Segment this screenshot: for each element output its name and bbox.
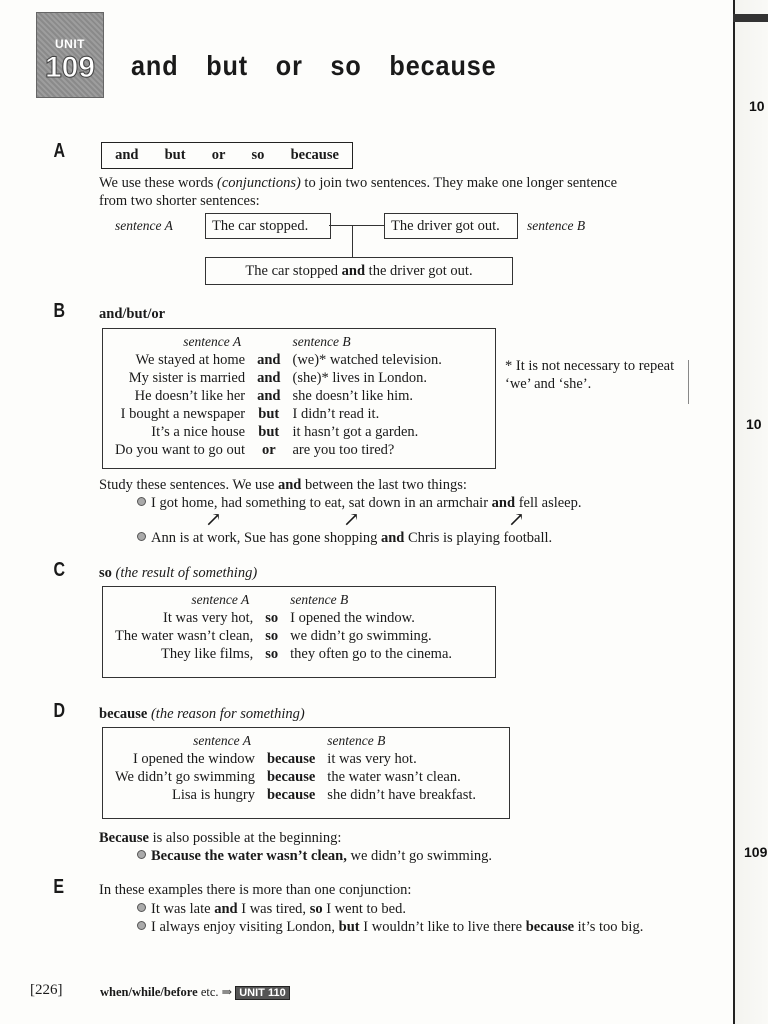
cell-conj: because	[266, 751, 316, 767]
conjunction-word: so	[251, 147, 265, 163]
page-title	[131, 50, 516, 82]
text-run: (the result of something)	[115, 565, 258, 581]
column-header-spacer	[261, 732, 321, 750]
table-row	[109, 627, 458, 645]
table-row	[109, 423, 448, 441]
text-run: (the reason for something)	[150, 706, 305, 722]
text-run: so	[309, 901, 323, 917]
cell-a: He doesn’t like her	[134, 388, 246, 404]
text-run: and	[380, 530, 405, 546]
text-run: It was late	[151, 901, 215, 917]
text-run: but	[338, 919, 360, 935]
section-a-intro-line1	[99, 174, 617, 192]
section-c-heading	[99, 564, 257, 582]
cell-conj: so	[265, 610, 279, 626]
title-word: because	[389, 50, 497, 81]
title-word: or	[275, 50, 303, 81]
text-run: I went to bed.	[322, 901, 406, 917]
column-header: sentence A	[183, 334, 242, 349]
section-letter-d: D	[53, 700, 66, 722]
text-run: I got home, had something to eat, sat down in an armchair	[151, 495, 492, 511]
connector-line	[329, 225, 384, 226]
section-letter-b: B	[53, 300, 66, 322]
title-word: so	[330, 50, 362, 81]
text-run: and	[277, 477, 302, 493]
study-intro	[99, 476, 467, 494]
example-line	[137, 918, 643, 936]
example-line	[137, 529, 552, 547]
page-edge-top	[733, 14, 768, 22]
cell-b: they often go to the cinema.	[290, 646, 453, 662]
connector-line	[352, 225, 353, 257]
cell-b: I opened the window.	[290, 610, 415, 626]
cell-a: We stayed at home	[135, 352, 246, 368]
cell-b: are you too tired?	[292, 442, 395, 458]
text-run: Chris is playing football.	[404, 530, 553, 546]
title-word: and	[131, 50, 179, 81]
section-c-table-box	[102, 586, 496, 678]
bullet-icon	[137, 497, 146, 506]
section-a-intro-line2: from two shorter sentences:	[99, 193, 260, 209]
sentence-b-label: sentence B	[527, 218, 586, 233]
cell-conj: and	[257, 370, 281, 386]
cell-b: it was very hot.	[327, 751, 417, 767]
cell-a: We didn’t go swimming	[115, 769, 255, 785]
title-word: but	[206, 50, 249, 81]
cell-a: They like films,	[161, 646, 254, 662]
cell-conj: because	[266, 787, 316, 803]
text-run: The car stopped	[245, 263, 342, 279]
table-row	[109, 609, 458, 627]
cross-reference-link[interactable]	[100, 983, 290, 1002]
conjunctions-box	[101, 142, 353, 169]
because-note	[99, 829, 341, 847]
table-row	[109, 387, 448, 405]
sentence-a-box: The car stopped.	[205, 213, 331, 239]
cell-a: Do you want to go out	[115, 442, 246, 458]
column-header: sentence A	[193, 733, 251, 748]
text-run: is also possible at the beginning:	[148, 830, 342, 846]
conjunction-word: and	[115, 147, 139, 163]
column-header-spacer	[251, 333, 286, 351]
cell-conj: so	[265, 628, 279, 644]
table-row	[109, 645, 458, 663]
cell-a: I opened the window	[132, 751, 255, 767]
text-run: and	[214, 901, 238, 917]
column-header: sentence B	[292, 334, 351, 349]
cell-a: My sister is married	[128, 370, 246, 386]
unit-label: UNIT	[55, 37, 85, 51]
text-run: fell asleep.	[515, 495, 582, 511]
cell-a: The water wasn’t clean,	[115, 628, 254, 644]
column-header-spacer	[259, 591, 284, 609]
page-number: [226]	[30, 982, 63, 998]
joined-sentence-box	[205, 257, 513, 285]
cell-conj: but	[258, 424, 280, 440]
unit-number: 109	[44, 51, 96, 84]
unit-badge	[36, 12, 104, 98]
text-run: Because	[99, 830, 149, 846]
table-row	[109, 768, 482, 786]
text-run: Study these sentences. We use	[99, 477, 278, 493]
table-row	[109, 750, 482, 768]
cell-b: she didn’t have breakfast.	[327, 787, 477, 803]
text-run: because	[525, 919, 575, 935]
section-letter-c: C	[53, 559, 66, 581]
text-run: etc. ⇒	[197, 985, 233, 999]
text-run: we didn’t go swimming.	[346, 848, 492, 864]
text-run: I always enjoy visiting London,	[151, 919, 339, 935]
cell-conj: so	[265, 646, 279, 662]
table-row	[109, 441, 448, 459]
cell-a: It’s a nice house	[151, 424, 246, 440]
text-run: it’s too big.	[574, 919, 644, 935]
text-run: We use these words	[99, 175, 218, 191]
cell-conj: or	[261, 442, 276, 458]
section-letter-a: A	[53, 140, 66, 162]
text-run: so	[99, 565, 112, 581]
cell-conj: but	[258, 406, 280, 422]
example-line	[137, 900, 406, 918]
text-run: I was tired,	[237, 901, 310, 917]
bullet-icon	[137, 850, 146, 859]
column-header: sentence B	[327, 733, 386, 748]
table-row	[109, 369, 448, 387]
text-run: the driver got out.	[365, 263, 473, 279]
footnote-line1: * It is not necessary to repeat	[505, 358, 675, 374]
text-run: Ann is at work, Sue has gone shopping	[151, 530, 381, 546]
bullet-icon	[137, 921, 146, 930]
conjunction-word: because	[290, 147, 339, 163]
text-run: I wouldn’t like to live there	[359, 919, 526, 935]
table-row	[109, 786, 482, 804]
cell-b: I didn’t read it.	[292, 406, 380, 422]
conjunction-word: or	[211, 147, 226, 163]
cell-conj: because	[266, 769, 316, 785]
arrow-up-right-icon: ↗	[343, 509, 360, 531]
cell-conj: and	[257, 388, 281, 404]
footnote-bracket	[688, 360, 689, 404]
section-d-heading	[99, 705, 305, 723]
section-c-table	[109, 591, 458, 663]
section-b-table-box	[102, 328, 496, 469]
table-row	[109, 405, 448, 423]
text-run: when/while/before	[100, 985, 198, 999]
section-b-heading: and/but/or	[99, 306, 166, 322]
footnote-line2: ‘we’ and ‘she’.	[505, 376, 592, 392]
text-run: between the last two things:	[301, 477, 467, 493]
sentence-a-label: sentence A	[115, 218, 173, 233]
sentence-b-box: The driver got out.	[384, 213, 518, 239]
section-e-intro: In these examples there is more than one conjunction:	[99, 882, 412, 898]
cell-conj: and	[257, 352, 281, 368]
text-run: and	[491, 495, 516, 511]
cell-b: she doesn’t like him.	[292, 388, 414, 404]
cell-b: (she)* lives in London.	[292, 370, 427, 386]
cell-b: we didn’t go swimming.	[290, 628, 432, 644]
table-row	[109, 351, 448, 369]
cell-b: the water wasn’t clean.	[327, 769, 461, 785]
text-run: and	[341, 263, 366, 279]
unit-reference-badge[interactable]: UNIT 110	[235, 986, 289, 1000]
section-d-table	[109, 732, 482, 804]
side-number: 10	[749, 98, 765, 114]
text-run: (conjunctions)	[217, 175, 301, 191]
bullet-icon	[137, 532, 146, 541]
cell-a: It was very hot,	[163, 610, 254, 626]
text-run: because	[99, 706, 148, 722]
cell-a: Lisa is hungry	[171, 787, 255, 803]
cell-b: it hasn’t got a garden.	[292, 424, 419, 440]
arrow-up-right-icon: ↗	[205, 509, 222, 531]
column-header: sentence B	[290, 592, 349, 607]
conjunction-word: but	[164, 147, 186, 163]
side-number: 109	[744, 844, 768, 860]
cell-a: I bought a newspaper	[120, 406, 246, 422]
bullet-icon	[137, 903, 146, 912]
column-header: sentence A	[191, 592, 250, 607]
text-run: Because the water wasn’t clean,	[151, 848, 347, 864]
section-b-table	[109, 333, 448, 459]
example-line	[137, 847, 492, 865]
cell-b: (we)* watched television.	[292, 352, 442, 368]
side-number: 10	[746, 416, 762, 432]
section-letter-e: E	[53, 876, 65, 898]
section-d-table-box	[102, 727, 510, 819]
arrow-up-right-icon: ↗	[508, 509, 525, 531]
text-run: to join two sentences. They make one longer sentence	[300, 175, 618, 191]
page-edge	[733, 0, 768, 1024]
